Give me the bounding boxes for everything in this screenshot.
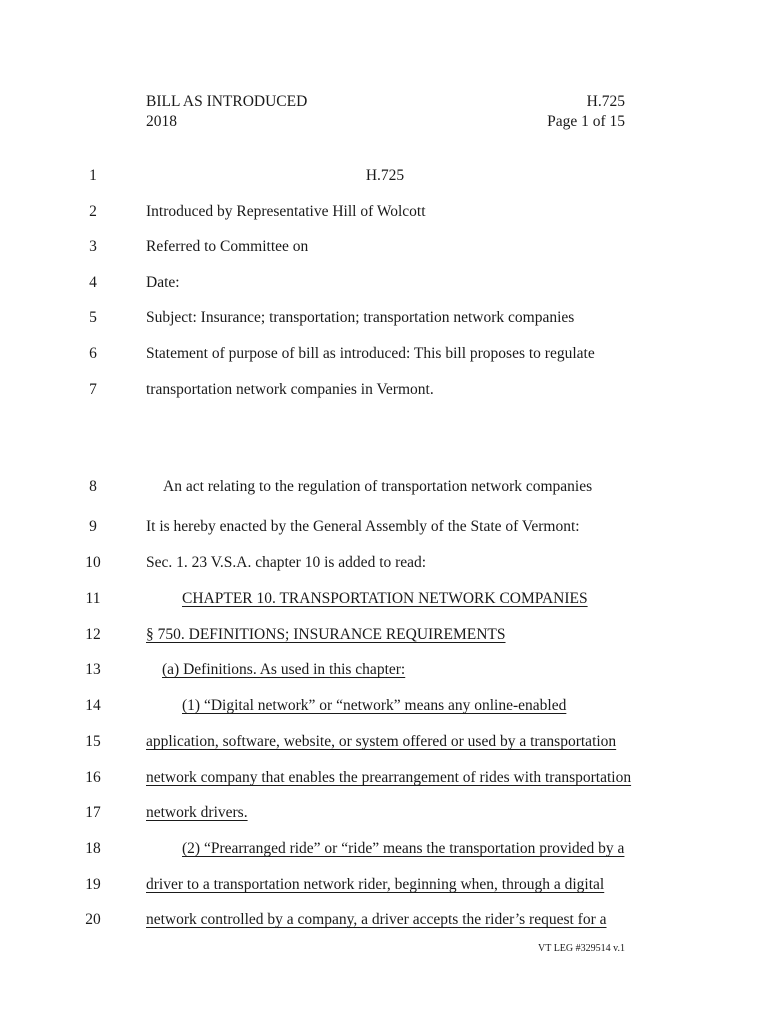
- header-right: [547, 92, 625, 132]
- introduced-by: Introduced by Representative Hill of Wolcott: [146, 203, 426, 220]
- chapter-heading: CHAPTER 10. TRANSPORTATION NETWORK COMPANIES: [182, 590, 588, 607]
- line-16: [0, 767, 770, 789]
- line-number: 16: [85, 769, 101, 786]
- line-number: 19: [85, 876, 101, 893]
- line-6: [0, 343, 770, 365]
- line-number: 14: [85, 697, 101, 714]
- subject: Subject: Insurance; transportation; transportation network companies: [146, 309, 575, 326]
- line-number: 5: [89, 309, 97, 326]
- line-number: 4: [89, 274, 97, 291]
- line-number: 17: [85, 804, 101, 821]
- line-1: [0, 165, 770, 187]
- referred-to: Referred to Committee on: [146, 238, 309, 255]
- line-number: 18: [85, 840, 101, 857]
- date-label: Date:: [146, 274, 180, 291]
- definition-2-continued: driver to a transportation network rider, beginning when, through a digital: [146, 876, 605, 893]
- line-8: [0, 476, 770, 498]
- line-20: [0, 909, 770, 931]
- statement-continued: transportation network companies in Vermont.: [146, 381, 434, 398]
- header-left: [146, 92, 307, 132]
- section-750-heading: § 750. DEFINITIONS; INSURANCE REQUIREMENTS: [146, 626, 506, 643]
- definition-2: (2) “Prearranged ride” or “ride” means the transportation provided by a: [182, 840, 625, 857]
- subsection-a: (a) Definitions. As used in this chapter:: [162, 661, 406, 678]
- line-number: 12: [85, 626, 101, 643]
- line-number: 13: [85, 661, 101, 678]
- line-number: 7: [89, 381, 97, 398]
- line-3: [0, 236, 770, 258]
- line-number: 1: [89, 167, 97, 184]
- section-heading: Sec. 1. 23 V.S.A. chapter 10 is added to read:: [146, 554, 427, 571]
- line-13: [0, 659, 770, 681]
- line-number: 20: [85, 911, 101, 928]
- definition-1-continued: application, software, website, or system offered or used by a transportation: [146, 733, 617, 750]
- definition-1-continued: network company that enables the prearrangement of rides with transportation: [146, 769, 632, 786]
- bill-status: BILL AS INTRODUCED: [146, 93, 308, 110]
- line-number: 15: [85, 733, 101, 750]
- line-2: [0, 201, 770, 223]
- bill-number: H.725: [586, 93, 625, 110]
- line-number: 10: [85, 554, 101, 571]
- line-number: 2: [89, 203, 97, 220]
- page-indicator: Page 1 of 15: [547, 113, 625, 130]
- act-title: An act relating to the regulation of transportation network companies: [163, 478, 593, 495]
- line-5: [0, 307, 770, 329]
- bill-title: H.725: [365, 167, 405, 184]
- line-7: [0, 379, 770, 401]
- line-14: [0, 695, 770, 717]
- document-id-footer: VT LEG #329514 v.1: [538, 943, 625, 954]
- line-19: [0, 874, 770, 896]
- line-11: [0, 588, 770, 610]
- line-15: [0, 731, 770, 753]
- line-10: [0, 552, 770, 574]
- definition-1: (1) “Digital network” or “network” means any online-enabled: [182, 697, 567, 714]
- definition-2-continued: network controlled by a company, a driver accepts the rider’s request for a: [146, 911, 607, 928]
- line-number: 9: [89, 518, 97, 535]
- line-17: [0, 802, 770, 824]
- line-4: [0, 272, 770, 294]
- statement-of-purpose: Statement of purpose of bill as introduced: This bill proposes to regulate: [146, 345, 595, 362]
- enacting-clause: It is hereby enacted by the General Assembly of the State of Vermont:: [146, 518, 580, 535]
- line-number: 8: [89, 478, 97, 495]
- line-number: 11: [85, 590, 101, 607]
- line-12: [0, 624, 770, 646]
- line-18: [0, 838, 770, 860]
- definition-1-end: network drivers.: [146, 804, 248, 821]
- line-number: 3: [89, 238, 97, 255]
- line-number: 6: [89, 345, 97, 362]
- bill-year: 2018: [146, 113, 177, 130]
- line-9: [0, 516, 770, 538]
